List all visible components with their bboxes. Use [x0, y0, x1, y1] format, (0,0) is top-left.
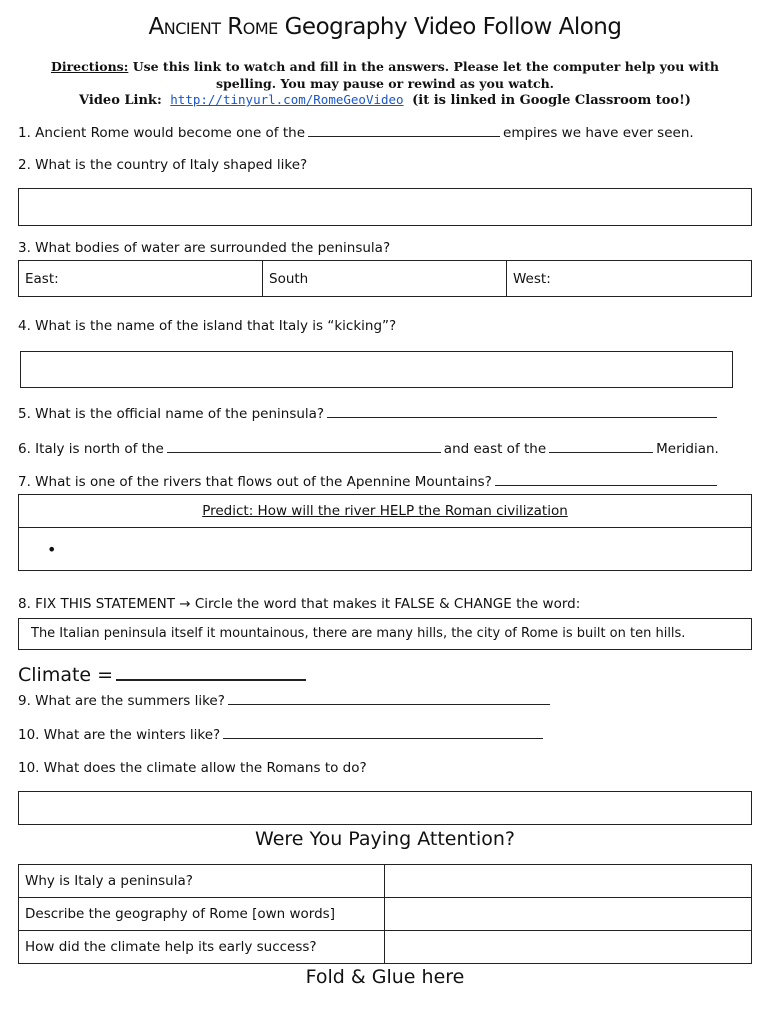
q6-text-middle: and east of the — [443, 441, 547, 457]
q10b-answer-box[interactable] — [18, 791, 752, 825]
q1-blank[interactable] — [308, 124, 500, 137]
worksheet-title — [0, 14, 770, 40]
video-link-line — [0, 92, 770, 108]
q7-text: 7. What is one of the rivers that flows out of the Apennine Mountains? — [18, 474, 492, 490]
question-2: 2. What is the country of Italy shaped like? — [18, 157, 308, 173]
q5-blank[interactable] — [327, 405, 717, 418]
review-heading: Were You Paying Attention? — [255, 828, 515, 850]
predict-heading-cell — [19, 495, 752, 528]
climate-heading — [18, 664, 309, 686]
q6-text-before: 6. Italy is north of the — [18, 441, 164, 457]
video-link-note: (it is linked in Google Classroom too!) — [412, 93, 691, 108]
q2-answer-box[interactable] — [18, 188, 752, 226]
predict-bullet: • — [47, 539, 57, 559]
review-question-2: Describe the geography of Rome [own words] — [19, 898, 385, 931]
q7-blank[interactable] — [495, 473, 717, 486]
q3-water-table — [18, 260, 752, 297]
predict-heading: Predict: How will the river HELP the Roman civilization — [202, 503, 568, 519]
review-answer-2[interactable] — [385, 898, 752, 931]
review-question-1: Why is Italy a peninsula? — [19, 865, 385, 898]
question-7 — [18, 473, 720, 490]
climate-blank[interactable] — [116, 665, 306, 681]
directions-label: Directions: — [50, 59, 129, 74]
predict-table — [18, 494, 752, 571]
q3-east-cell[interactable]: East: — [19, 261, 263, 297]
q8-statement-box[interactable] — [18, 618, 752, 650]
q6-blank-1[interactable] — [167, 440, 441, 453]
q9-blank[interactable] — [228, 692, 550, 705]
review-table — [18, 864, 752, 964]
climate-label: Climate = — [18, 664, 114, 686]
q3-west-cell[interactable]: West: — [507, 261, 752, 297]
q10a-text: 10. What are the winters like? — [18, 727, 221, 743]
title-rest: Geography Video Follow Along — [284, 14, 622, 40]
q6-blank-2[interactable] — [549, 440, 653, 453]
q3-south-cell[interactable]: South — [263, 261, 507, 297]
q9-text: 9. What are the summers like? — [18, 693, 225, 709]
question-4: 4. What is the name of the island that Italy is “kicking”? — [18, 318, 397, 334]
q10a-blank[interactable] — [223, 726, 543, 739]
review-question-3: How did the climate help its early success? — [19, 931, 385, 964]
question-1 — [18, 124, 694, 141]
video-link-label: Video Link: — [79, 93, 162, 108]
q4-answer-box[interactable] — [20, 351, 733, 388]
question-6 — [18, 440, 719, 457]
review-answer-3[interactable] — [385, 931, 752, 964]
directions — [22, 58, 748, 92]
q1-text-after: empires we have ever seen. — [503, 125, 694, 141]
predict-answer-cell[interactable] — [19, 528, 752, 571]
fold-glue-footer: Fold & Glue here — [305, 966, 465, 988]
q1-text-before: 1. Ancient Rome would become one of the — [18, 125, 306, 141]
question-8: 8. FIX THIS STATEMENT → Circle the word that makes it FALSE & CHANGE the word: — [18, 596, 581, 612]
directions-text: Use this link to watch and fill in the answers. Please let the computer help you with spelling. You may pause or rewind as you watch. — [132, 59, 720, 91]
question-10-climate: 10. What does the climate allow the Romans to do? — [18, 760, 367, 776]
question-10-winters — [18, 726, 546, 743]
q8-statement: The Italian peninsula itself it mountainous, there are many hills, the city of Rome is built on ten hills. — [31, 626, 686, 641]
review-answer-1[interactable] — [385, 865, 752, 898]
q6-text-after: Meridian. — [656, 441, 719, 457]
question-9 — [18, 692, 553, 709]
q5-text: 5. What is the official name of the peninsula? — [18, 406, 325, 422]
title-small-caps: Ancient Rome — [148, 14, 278, 40]
question-5 — [18, 405, 720, 422]
video-link[interactable]: http://tinyurl.com/RomeGeoVideo — [170, 92, 404, 107]
question-3: 3. What bodies of water are surrounded the peninsula? — [18, 240, 391, 256]
